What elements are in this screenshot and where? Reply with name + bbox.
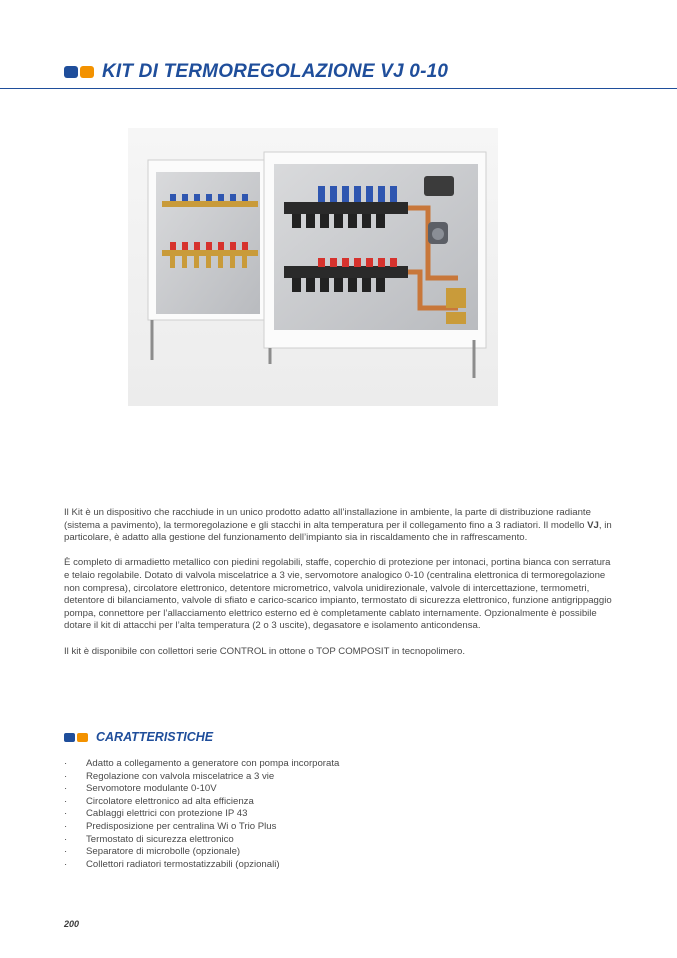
orange-square-icon (77, 733, 88, 742)
blue-square-icon (64, 66, 78, 78)
orange-square-icon (80, 66, 94, 78)
description-paragraph-3: Il kit è disponibile con collettori serie CONTROL in ottone o TOP COMPOSIT in tecnopolimero. (64, 645, 465, 657)
list-item: · Cablaggi elettrici con protezione IP 43 (64, 808, 248, 820)
list-item: · Collettori radiatori termostatizzabili (opzionali) (64, 858, 280, 870)
blue-square-icon (64, 733, 75, 742)
list-item: · Adatto a collegamento a generatore con pompa incorporata (64, 758, 340, 769)
list-item: · Separatore di microbolle (opzionale) (64, 846, 241, 858)
list-item: · Regolazione con valvola miscelatrice a 3 vie (64, 770, 275, 782)
features-title: CARATTERISTICHE (96, 730, 214, 744)
features-heading (64, 730, 213, 744)
page-number: 200 (64, 919, 80, 929)
page-title: KIT DI TERMOREGOLAZIONE VJ 0-10 (102, 61, 449, 82)
product-photo (128, 128, 498, 406)
list-item: · Termostato di sicurezza elettronico (64, 833, 234, 845)
description-paragraph-1: Il Kit è un dispositivo che racchiude in un unico prodotto adatto all’installazione in ambiente, la parte di distribuzione radiante (sistema a pavimento), la termoregolazione e gli stacchi in alta temperatura per il collegamento fino a 3 radiatori. Il modello VJ, in particolare, è adatto alla gestione del funzionamento dell’impianto sia in riscaldamento che in raffrescamento. (64, 507, 612, 544)
description (64, 507, 614, 671)
title-divider (0, 88, 677, 89)
description-paragraph-2: È completo di armadietto metallico con piedini regolabili, staffe, coperchio di protezione per intonaci, portina bianca con serratura e telaio regolabile. Dotato di valvola miscelatrice a 3 vie, servomotore analogico 0-10 (centralina elettronica di termoregolazione non compresa), circolatore elettronico, detentore micrometrico, valvola unidirezionale, valvole di intercettazione, termometri, detentore di bilanciamento, valvole di sfiato e carico-scarico impianto, termostato di sicurezza elettronico, funzione antigrippaggio pompa, connettore per l’allacciamento elettrico esterno ed è completamente cablato internamente. Opzionalmente è possibile dotare il kit di attacchi per l’alta temperatura (2 o 3 uscite), degasatore e isolamento anticondensa. (64, 557, 612, 632)
list-item: · Servomotore modulante 0-10V (64, 783, 217, 795)
model-name: VJ (587, 519, 599, 531)
page-header (64, 60, 677, 84)
features-list (64, 758, 564, 871)
list-item: · Circolatore elettronico ad alta efficienza (64, 795, 254, 807)
list-item: · Predisposizione per centralina Wi o Trio Plus (64, 820, 277, 832)
